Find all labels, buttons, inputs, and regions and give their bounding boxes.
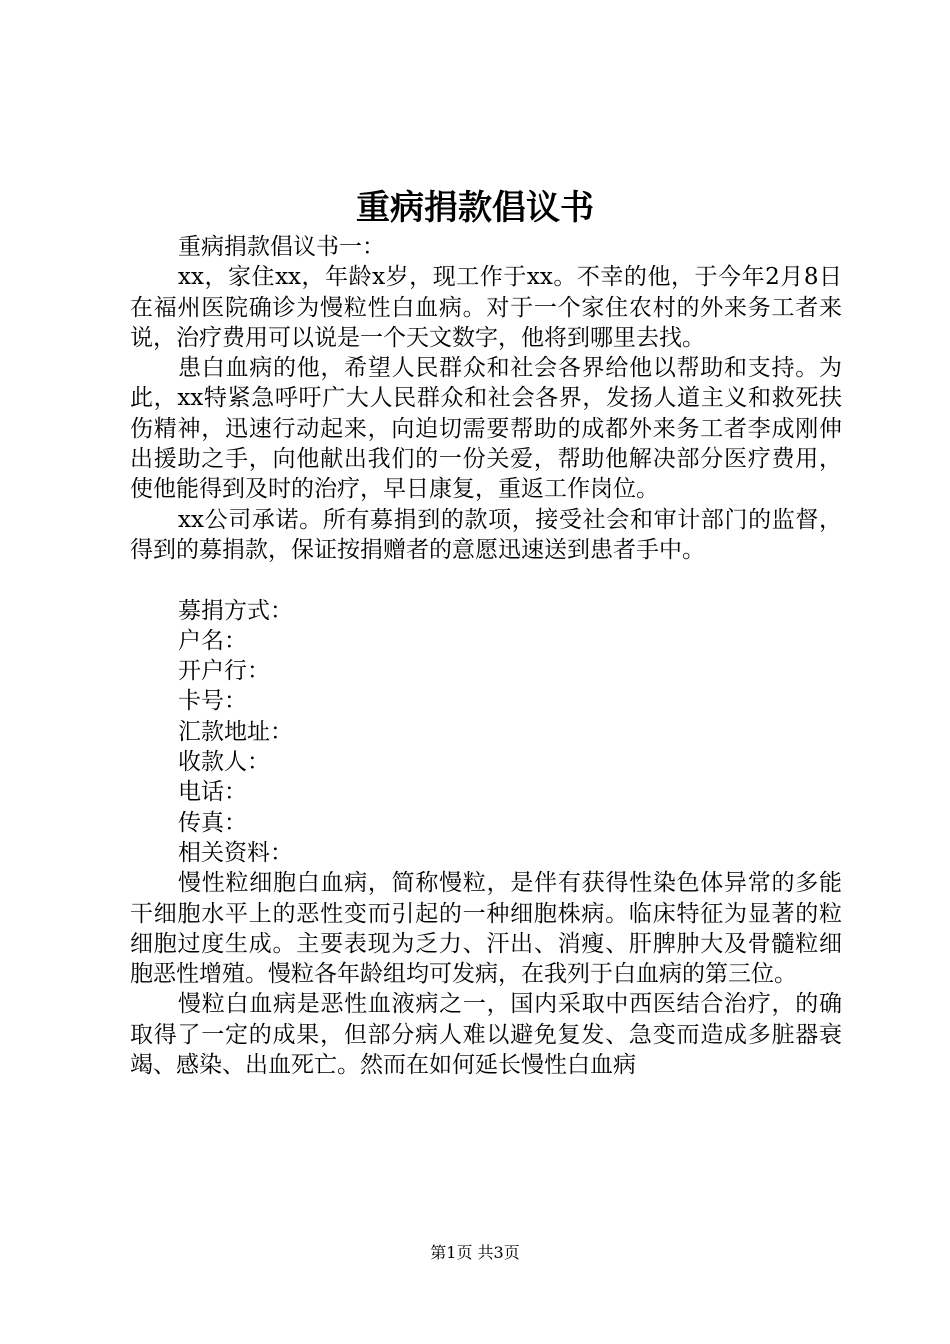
field-fax: 传真：: [178, 809, 247, 836]
paragraph: xx，家住xx，年龄x岁，现工作于xx。不幸的他，于今年2月8日在福州医院确诊为慢粒性白血病。对于一个家住农村的外来务工者来说，治疗费用可以说是一个天文数字，他将到哪里去找。: [130, 264, 842, 351]
paragraph: 患白血病的他，希望人民群众和社会各界给他以帮助和支持。为此，xx特紧急呼吁广大人民群众和社会各界，发扬人道主义和救死扶伤精神，迅速行动起来，向迫切需要帮助的成都外来务工者李成刚伸出援助之手，向他献出我们的一份关爱，帮助他解决部分医疗费用，使他能得到及时的治疗，早日康复，重返工作岗位。: [130, 355, 842, 503]
document-title: 重病捐款倡议书: [356, 188, 594, 228]
page-footer: 第1页 共3页: [430, 1243, 520, 1262]
field-card-number: 卡号：: [178, 688, 247, 715]
paragraph: xx公司承诺。所有募捐到的款项，接受社会和审计部门的监督，得到的募捐款，保证按捐赠者的意愿迅速送到患者手中。: [130, 506, 842, 563]
field-related-info: 相关资料：: [178, 839, 293, 866]
subtitle: 重病捐款倡议书一：: [178, 234, 385, 260]
field-account-name: 户名：: [178, 627, 247, 654]
field-bank: 开户行：: [178, 658, 270, 685]
field-payee: 收款人：: [178, 749, 270, 776]
field-phone: 电话：: [178, 779, 247, 806]
field-remittance-address: 汇款地址：: [178, 718, 293, 745]
paragraph: 慢粒白血病是恶性血液病之一，国内采取中西医结合治疗，的确取得了一定的成果，但部分病人难以避免复发、急变而造成多脏器衰竭、感染、出血死亡。然而在如何延长慢性白血病: [130, 991, 842, 1079]
document-body: [130, 232, 842, 1080]
field-donation-method: 募捐方式：: [178, 597, 293, 624]
paragraph: 慢性粒细胞白血病，简称慢粒，是伴有获得性染色体异常的多能干细胞水平上的恶性变而引起的一种细胞株病。临床特征为显著的粒细胞过度生成。主要表现为乏力、汗出、消瘦、肝脾肿大及骨髓粒细胞恶性增殖。慢粒各年龄组均可发病，在我列于白血病的第三位。: [130, 870, 842, 988]
blank-line: [130, 565, 842, 595]
